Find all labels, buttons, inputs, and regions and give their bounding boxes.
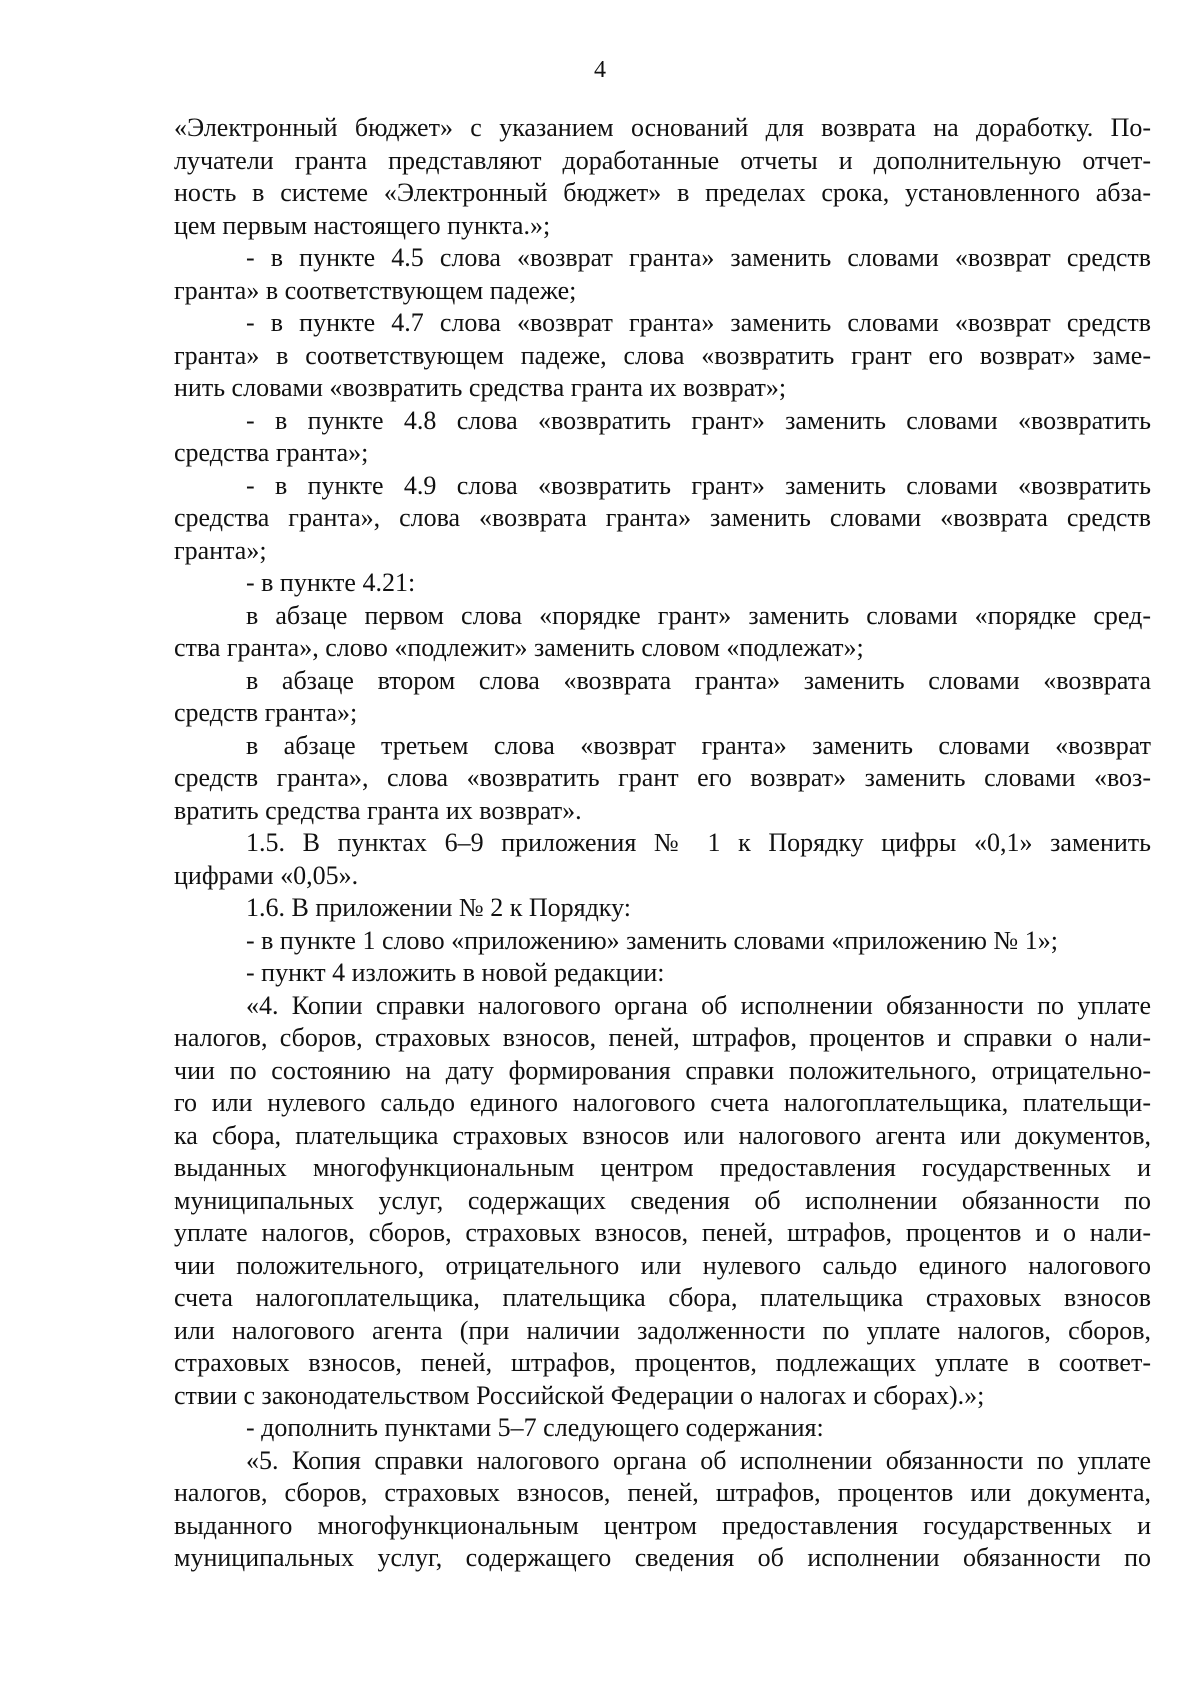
text-line: го или нулевого сальдо единого налогового счета налогоплательщика, плательщи- [174,1088,1151,1117]
text-line: - в пункте 1 слово «приложению» заменить словами «приложению № 1»; [246,925,1058,955]
text-line: ность в системе «Электронный бюджет» в пределах срока, установленного абза- [174,178,1151,207]
text-line: «4. Копии справки налогового органа об исполнении обязанности по уплате [246,990,1151,1020]
paragraph [174,405,1151,470]
text-line: в абзаце втором слова «возврата гранта» заменить словами «возврата [246,665,1151,695]
text-line: выданных многофункциональным центром предоставления государственных и [174,1153,1151,1182]
text-line: выданного многофункциональным центром предоставления государственных и [174,1510,1151,1540]
text-line: цифрами «0,05». [174,860,359,890]
text-line: «Электронный бюджет» с указанием оснований для возврата на доработку. По- [174,113,1151,142]
paragraph [174,925,1151,958]
text-line: - в пункте 4.9 слова «возвратить грант» заменить словами «возвратить [246,470,1151,500]
paragraph [174,600,1151,665]
paragraph [174,307,1151,405]
paragraph [174,892,1151,925]
text-line: средства гранта»; [174,438,369,467]
text-line: в абзаце первом слова «порядке грант» заменить словами «порядке сред- [246,600,1151,630]
text-line: ка сбора, плательщика страховых взносов или налогового агента или документов, [174,1120,1151,1150]
text-line: - пункт 4 изложить в новой редакции: [246,958,665,987]
text-line: налогов, сборов, страховых взносов, пеней, штрафов, процентов или документа, [174,1478,1151,1507]
text-line: - дополнить пунктами 5–7 следующего содержания: [246,1413,824,1442]
text-line: ства гранта», слово «подлежит» заменить словом «подлежат»; [174,633,864,662]
text-line: чии положительного, отрицательного или нулевого сальдо единого налогового [174,1250,1151,1280]
text-line: «5. Копия справки налогового органа об исполнении обязанности по уплате [246,1445,1151,1475]
text-line: средства гранта», слова «возврата гранта» заменить словами «возврата средств [174,503,1151,532]
paragraph [174,242,1151,307]
text-line: ствии с законодательством Российской Федерации о налогах и сборах).»; [174,1380,985,1410]
text-line: 1.5. В пунктах 6–9 приложения № 1 к Порядку цифры «0,1» заменить [246,828,1151,857]
paragraph [174,665,1151,730]
text-line: - в пункте 4.7 слова «возврат гранта» заменить словами «возврат средств [246,308,1151,337]
paragraph [174,730,1151,828]
text-line: 1.6. В приложении № 2 к Порядку: [246,893,631,922]
text-line: - в пункте 4.5 слова «возврат гранта» заменить словами «возврат средств [246,243,1151,272]
page-number: 4 [594,57,606,83]
text-line: счета налогоплательщика, плательщика сбора, плательщика страховых взносов [174,1283,1151,1312]
text-line: гранта»; [174,535,267,565]
paragraph [174,1412,1151,1445]
paragraph [174,957,1151,990]
text-line: - в пункте 4.8 слова «возвратить грант» заменить словами «возвратить [246,405,1151,435]
text-line: в абзаце третьем слова «возврат гранта» заменить словами «возврат [246,730,1151,760]
paragraph [174,1445,1151,1575]
text-line: налогов, сборов, страховых взносов, пеней, штрафов, процентов и справки о нали- [174,1023,1151,1052]
document-body [174,112,1151,1575]
text-line: - в пункте 4.21: [246,568,416,597]
paragraph [174,990,1151,1413]
paragraph [174,827,1151,892]
text-line: муниципальных услуг, содержащих сведения об исполнении обязанности по [174,1185,1151,1215]
paragraph [174,567,1151,600]
text-line: уплате налогов, сборов, страховых взносов, пеней, штрафов, процентов и о нали- [174,1218,1151,1247]
text-line: лучатели гранта представляют доработанные отчеты и дополнительную отчет- [174,145,1151,175]
text-line: страховых взносов, пеней, штрафов, процентов, подлежащих уплате в соответ- [174,1348,1151,1377]
text-line: гранта» в соответствующем падеже, слова «возвратить грант его возврат» заме- [174,340,1151,370]
paragraph [174,470,1151,568]
text-line: муниципальных услуг, содержащего сведения об исполнении обязанности по [174,1543,1151,1572]
paragraph [174,112,1151,242]
text-line: или налогового агента (при наличии задолженности по уплате налогов, сборов, [174,1315,1151,1345]
text-line: средств гранта»; [174,698,358,727]
text-line: чии по состоянию на дату формирования справки положительного, отрицательно- [174,1055,1151,1085]
text-line: гранта» в соответствующем падеже; [174,275,577,305]
text-line: цем первым настоящего пункта.»; [174,210,551,240]
text-line: средств гранта», слова «возвратить грант его возврат» заменить словами «воз- [174,763,1151,792]
text-line: вратить средства гранта их возврат». [174,795,582,825]
text-line: нить словами «возвратить средства гранта их возврат»; [174,373,787,402]
